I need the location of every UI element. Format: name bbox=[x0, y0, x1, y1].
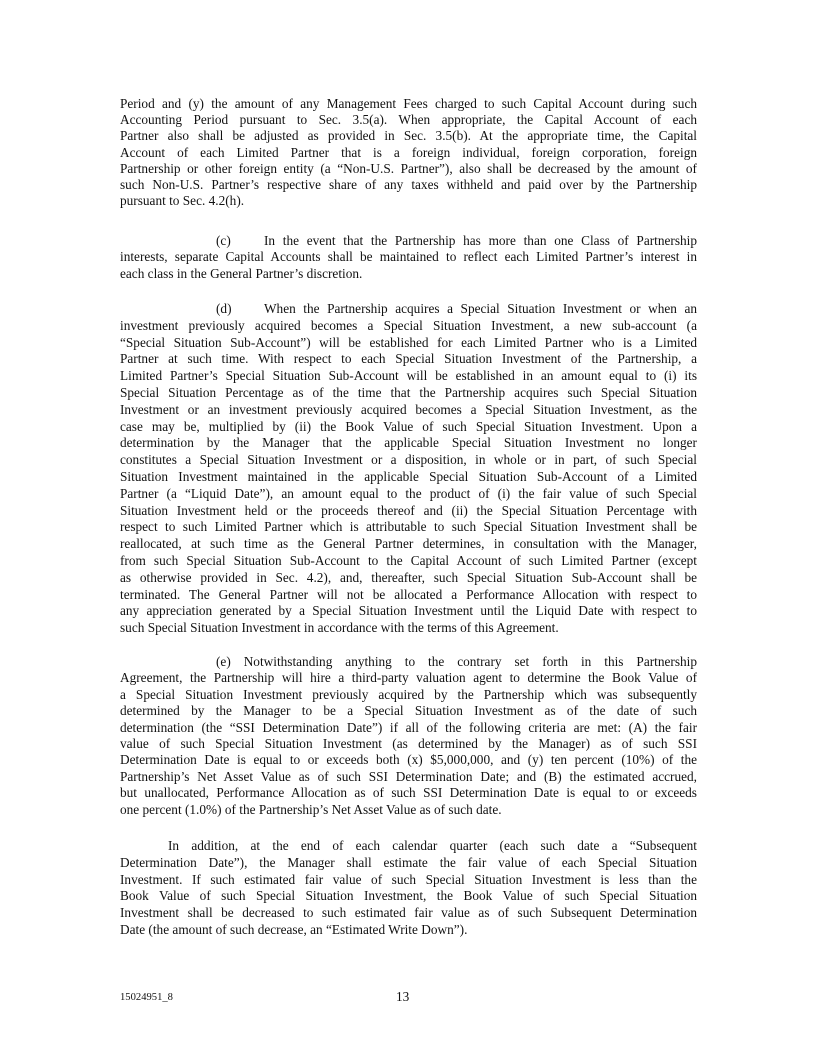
line-text: Partner at such time. With respect to each Special Situation Investment of the Partnership, a bbox=[120, 351, 697, 367]
line-text: Agreement, the Partnership will hire a third-party valuation agent to determine the Book Value of bbox=[120, 670, 697, 686]
document-id: 15024951_8 bbox=[120, 992, 173, 1003]
page-number: 13 bbox=[396, 989, 410, 1004]
line-text: Book Value of such Special Situation Investment, the Book Value of such Special Situation bbox=[120, 888, 697, 904]
section-label: (c) bbox=[216, 233, 231, 248]
line-text: In addition, at the end of each calendar quarter (each such date a “Subsequent bbox=[168, 838, 697, 853]
text-line bbox=[120, 888, 697, 905]
section-label: (d) bbox=[216, 301, 232, 316]
line-text: Date (the amount of such decrease, an “Estimated Write Down”). bbox=[120, 921, 468, 937]
paragraph-e bbox=[120, 654, 697, 818]
text-line bbox=[120, 435, 697, 452]
text-line bbox=[120, 266, 697, 282]
line-text: Determination Date is equal to or exceeds both (x) $5,000,000, and (y) ten percent (10%) of the bbox=[120, 752, 697, 768]
line-text: Partnership’s Net Asset Value as of such SSI Determination Date; and (B) the estimated accrued, bbox=[120, 768, 697, 784]
line-text: Partner also shall be adjusted as provided in Sec. 3.5(b). At the appropriate time, the Capital bbox=[120, 128, 697, 144]
line-text: terminated. The General Partner will not be allocated a Performance Allocation with respect to bbox=[120, 586, 697, 602]
line-text: case may be, multiplied by (ii) the Book Value of such Special Situation Investment. Upon a bbox=[120, 418, 697, 434]
line-text: investment previously acquired becomes a Special Situation Investment, a new sub-account (a bbox=[120, 317, 697, 333]
text-line bbox=[120, 855, 697, 872]
text-line bbox=[120, 720, 697, 736]
text-line bbox=[120, 419, 697, 436]
text-line bbox=[120, 402, 697, 419]
line-text: as otherwise provided in Sec. 4.2), and, thereafter, such Special Situation Sub-Account shall be bbox=[120, 569, 697, 585]
text-line bbox=[120, 620, 697, 637]
paragraph-addition bbox=[120, 838, 697, 939]
text-line bbox=[120, 802, 697, 818]
line-text: “Special Situation Sub-Account”) will be established for each Limited Partner who is a Limited bbox=[120, 334, 697, 350]
text-line bbox=[120, 687, 697, 703]
line-text: interests, separate Capital Accounts shall be maintained to reflect each Limited Partner’s interest in bbox=[120, 249, 697, 265]
text-line bbox=[120, 922, 697, 939]
text-line bbox=[120, 318, 697, 335]
text-line bbox=[120, 587, 697, 604]
line-text: In the event that the Partnership has more than one Class of Partnership bbox=[264, 233, 697, 248]
text-line bbox=[120, 769, 697, 785]
line-text: Investment or an investment previously acquired becomes a Special Situation Investment, as the bbox=[120, 401, 697, 417]
line-text: Period and (y) the amount of any Management Fees charged to such Capital Account during such bbox=[120, 96, 697, 111]
text-line bbox=[120, 536, 697, 553]
line-text: Accounting Period pursuant to Sec. 3.5(a). When appropriate, the Capital Account of each bbox=[120, 112, 697, 128]
line-text: determined by the Manager to be a Special Situation Investment as of the date of such bbox=[120, 703, 697, 719]
text-line bbox=[120, 301, 697, 318]
line-text: but unallocated, Performance Allocation as of such SSI Determination Date is equal to or exceeds bbox=[120, 785, 697, 801]
line-text: constitutes a Special Situation Investment or a disposition, in whole or in part, of such Special bbox=[120, 452, 697, 468]
text-line bbox=[120, 385, 697, 402]
text-line bbox=[120, 193, 697, 209]
line-text: Situation Investment maintained in the applicable Special Situation Sub-Account of a Limited bbox=[120, 468, 697, 484]
line-text: such Non-U.S. Partner’s respective share of any taxes withheld and paid over by the Partnership bbox=[120, 176, 697, 192]
text-line bbox=[120, 96, 697, 112]
line-text: Situation Investment held or the proceeds thereof and (ii) the Special Situation Percentage with bbox=[120, 502, 697, 518]
text-line bbox=[120, 785, 697, 801]
text-line bbox=[120, 351, 697, 368]
line-text: Limited Partner’s Special Situation Sub-Account will be established in an amount equal to (i) its bbox=[120, 368, 697, 384]
paragraph-d bbox=[120, 301, 697, 637]
text-line bbox=[120, 128, 697, 144]
text-line bbox=[120, 553, 697, 570]
text-line bbox=[120, 838, 697, 855]
text-line bbox=[120, 335, 697, 352]
text-line bbox=[120, 670, 697, 686]
line-text: Investment. If such estimated fair value of such Special Situation Investment is less than the bbox=[120, 871, 697, 887]
text-line bbox=[120, 603, 697, 620]
text-line bbox=[120, 469, 697, 486]
text-line bbox=[120, 905, 697, 922]
text-line bbox=[120, 703, 697, 719]
text-line bbox=[120, 519, 697, 536]
line-text: each class in the General Partner’s discretion. bbox=[120, 265, 363, 281]
line-text: a Special Situation Investment previously acquired by the Partnership which was subsequently bbox=[120, 686, 697, 702]
line-text: one percent (1.0%) of the Partnership’s Net Asset Value as of such date. bbox=[120, 801, 502, 817]
line-text: reallocated, at such time as the General Partner determines, in consultation with the Manager, bbox=[120, 536, 697, 552]
line-text: value of such Special Situation Investment (as determined by the Manager) as of such SSI bbox=[120, 735, 697, 751]
text-line bbox=[120, 503, 697, 520]
line-text: determination (the “SSI Determination Date”) if all of the following criteria are met: (A) the fair bbox=[120, 719, 697, 735]
line-text: Partner (a “Liquid Date”), an amount equal to the product of (i) the fair value of such Special bbox=[120, 485, 697, 501]
text-line bbox=[120, 736, 697, 752]
text-line bbox=[120, 486, 697, 503]
line-text: determination by the Manager that the applicable Special Situation Investment no longer bbox=[120, 435, 697, 451]
text-line bbox=[120, 177, 697, 193]
text-line bbox=[120, 368, 697, 385]
line-text: pursuant to Sec. 4.2(h). bbox=[120, 193, 245, 209]
text-line bbox=[120, 752, 697, 768]
paragraph-continued bbox=[120, 96, 697, 209]
line-text: any appreciation generated by a Special Situation Investment until the Liquid Date with respect to bbox=[120, 603, 697, 619]
line-text: Investment shall be decreased to such estimated fair value as of such Subsequent Determination bbox=[120, 905, 697, 921]
line-text: such Special Situation Investment in accordance with the terms of this Agreement. bbox=[120, 620, 559, 636]
text-line bbox=[120, 112, 697, 128]
line-text: respect to such Limited Partner which is attributable to such Special Situation Investment shall be bbox=[120, 519, 697, 535]
text-line bbox=[120, 249, 697, 265]
line-text: Partnership or other foreign entity (a “Non-U.S. Partner”), also shall be decreased by the amount of bbox=[120, 160, 697, 176]
text-line bbox=[120, 161, 697, 177]
text-line bbox=[120, 872, 697, 889]
line-text: (e) Notwithstanding anything to the contrary set forth in this Partnership bbox=[216, 654, 697, 669]
line-text: Special Situation Percentage as of the time that the Partnership acquires such Special Situation bbox=[120, 384, 697, 400]
text-line bbox=[120, 570, 697, 587]
line-text: from such Special Situation Sub-Account to the Capital Account of such Limited Partner (except bbox=[120, 552, 697, 568]
text-line bbox=[120, 654, 697, 670]
line-text: Determination Date”), the Manager shall estimate the fair value of each Special Situation bbox=[120, 854, 697, 870]
paragraph-c bbox=[120, 233, 697, 282]
line-text: Account of each Limited Partner that is a foreign individual, foreign corporation, foreign bbox=[120, 144, 697, 160]
text-line bbox=[120, 233, 697, 249]
line-text: When the Partnership acquires a Special Situation Investment or when an bbox=[264, 301, 697, 316]
text-line bbox=[120, 145, 697, 161]
text-line bbox=[120, 452, 697, 469]
